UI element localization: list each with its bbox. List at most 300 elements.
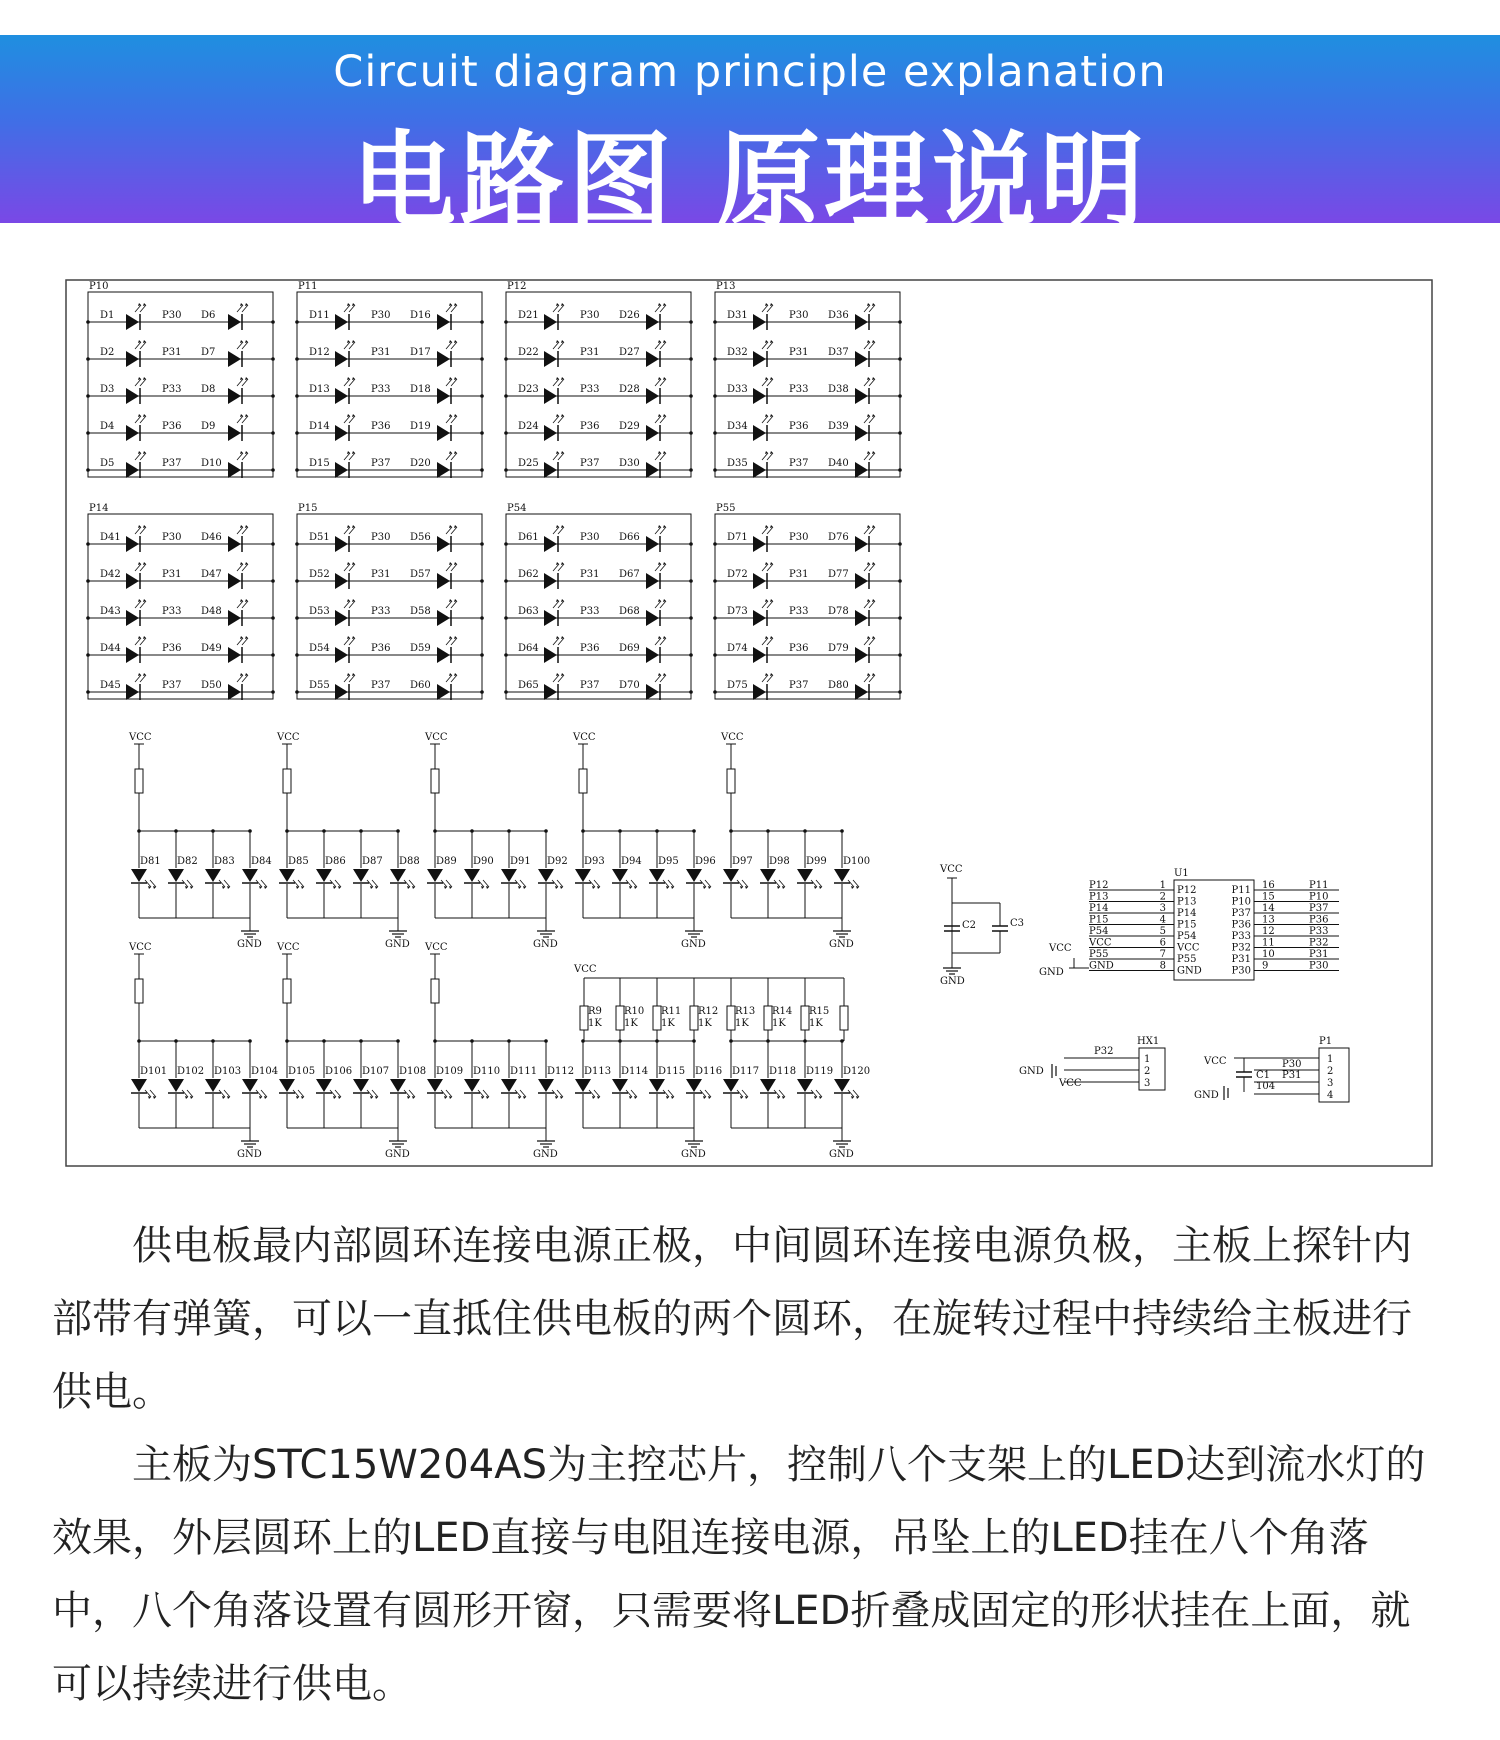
led-diode [538, 869, 563, 889]
diode-body [126, 425, 139, 441]
junction [480, 394, 484, 398]
led-diode [649, 1079, 674, 1099]
ground-symbol [537, 931, 555, 937]
net-label: P30 [371, 532, 391, 543]
diode-label: D20 [410, 458, 431, 469]
emission-arrows [655, 414, 666, 423]
junction [692, 829, 696, 833]
diode-label: D113 [584, 1066, 612, 1077]
wire [853, 1090, 859, 1097]
resistor-value: 1K [698, 1018, 712, 1029]
diode-body [126, 314, 139, 330]
chip-pin-right: 13 [1262, 914, 1275, 926]
emission-arrows [404, 880, 415, 889]
wire [140, 564, 146, 571]
net-label: P36 [162, 643, 182, 654]
led-diode [855, 340, 875, 367]
led-diode [126, 673, 146, 700]
emission-arrows [655, 340, 666, 349]
led-diode [437, 451, 457, 478]
led-panel-p14 [86, 503, 275, 700]
wire [660, 305, 666, 312]
diode-label: D26 [619, 310, 640, 321]
header-pin: 1 [1327, 1054, 1334, 1065]
panel-label: P54 [507, 503, 527, 514]
vcc-label: VCC [425, 942, 448, 953]
wire [553, 379, 559, 386]
diode-body [544, 647, 557, 663]
junction [507, 829, 511, 833]
emission-arrows [446, 377, 457, 386]
junction [271, 653, 275, 657]
junction [713, 616, 717, 620]
led-diode [646, 673, 666, 700]
wire [767, 601, 773, 608]
led-diode [544, 451, 564, 478]
junction [86, 616, 90, 620]
diode-label: D7 [201, 347, 216, 358]
net-label: P33 [789, 384, 809, 395]
diode-label: D32 [727, 347, 748, 358]
diode-body [228, 684, 241, 700]
wire [135, 675, 141, 682]
led-panel-p11 [295, 281, 484, 478]
led-diode [335, 303, 355, 330]
junction [271, 468, 275, 472]
led-diode [544, 673, 564, 700]
vcc-label: VCC [425, 732, 448, 743]
description-paragraph-1: 供电板最内部圆环连接电源正极，中间圆环连接电源负极，主板上探针内部带有弹簧，可以一直抵住供电板的两个圆环，在旋转过程中持续给主板进行供电。 [52, 1223, 1412, 1415]
diode-label: D42 [100, 569, 121, 580]
chip-pin-name: P31 [1231, 954, 1251, 965]
led-diode [575, 1079, 600, 1099]
wire [558, 638, 564, 645]
vcc-label: VCC [277, 942, 300, 953]
diode-body [168, 869, 184, 882]
emission-arrows [135, 414, 146, 423]
wire [237, 675, 243, 682]
junction [840, 1039, 844, 1043]
chip-pin-right: 15 [1262, 891, 1275, 903]
emission-arrows [344, 562, 355, 571]
led-diode [437, 599, 457, 626]
emission-arrows [552, 1090, 563, 1099]
diode-label: D47 [201, 569, 222, 580]
junction [211, 1039, 215, 1043]
emission-arrows [135, 673, 146, 682]
led-group [575, 1039, 722, 1160]
led-diode [437, 636, 457, 663]
gnd-label: GND [533, 1149, 558, 1160]
wire [451, 601, 457, 608]
diode-body [126, 351, 139, 367]
chip-net-right: P30 [1309, 960, 1329, 972]
diode-body [228, 388, 241, 404]
net-label: P30 [789, 310, 809, 321]
diode-label: D108 [399, 1066, 427, 1077]
header-ref: P1 [1319, 1036, 1333, 1047]
diode-label: D87 [362, 856, 383, 867]
wire [344, 305, 350, 312]
circuit-schematic [64, 278, 1434, 1168]
wire [655, 601, 661, 608]
chip-pin-right: 9 [1262, 960, 1269, 972]
wire [767, 342, 773, 349]
emission-arrows [864, 673, 875, 682]
emission-arrows [762, 636, 773, 645]
junction [396, 1039, 400, 1043]
junction [898, 542, 902, 546]
chip-pin-left: 6 [1159, 937, 1166, 949]
diode-label: D109 [436, 1066, 464, 1077]
diode-body [612, 869, 628, 882]
net-label: P31 [789, 347, 809, 358]
wire [446, 305, 452, 312]
wire [660, 638, 666, 645]
wire [864, 379, 870, 386]
led-diode [544, 636, 564, 663]
wire [224, 880, 230, 887]
diode-label: D74 [727, 643, 748, 654]
net-label: P30 [162, 310, 182, 321]
chip-pin-name: P36 [1231, 919, 1251, 931]
diode-label: D75 [727, 680, 748, 691]
diode-label: D66 [619, 532, 640, 543]
chip-pin-left: 5 [1159, 926, 1166, 937]
emission-arrows [811, 1090, 822, 1099]
diode-body [544, 684, 557, 700]
header-ref: HX1 [1137, 1036, 1160, 1047]
led-diode [126, 562, 146, 589]
net-label: P33 [371, 384, 391, 395]
led-diode [228, 525, 248, 552]
wire [553, 601, 559, 608]
header-title: 电路图 原理说明 [351, 120, 1149, 242]
wire [869, 638, 875, 645]
net-label: P36 [371, 421, 391, 432]
wire [242, 342, 248, 349]
net-label: P30 [580, 310, 600, 321]
wire [242, 453, 248, 460]
led-diode [544, 525, 564, 552]
diode-body [723, 1079, 739, 1092]
diode-label: D52 [309, 569, 330, 580]
header-pin: 2 [1327, 1066, 1334, 1077]
diode-label: D55 [309, 680, 330, 691]
wire [349, 416, 355, 423]
wire [864, 416, 870, 423]
diode-label: D103 [214, 1066, 242, 1077]
diode-label: D120 [843, 1066, 871, 1077]
junction [271, 542, 275, 546]
diode-body [753, 684, 766, 700]
wire [451, 453, 457, 460]
led-diode [646, 340, 666, 367]
diode-label: D35 [727, 458, 748, 469]
gnd-label: GND [829, 939, 854, 950]
diode-body [575, 1079, 591, 1092]
diode-body [228, 573, 241, 589]
junction [295, 653, 299, 657]
diode-body [753, 425, 766, 441]
junction [86, 690, 90, 694]
diode-body [335, 462, 348, 478]
wire [237, 564, 243, 571]
junction [689, 394, 693, 398]
wire [553, 675, 559, 682]
junction [86, 394, 90, 398]
wire [187, 1090, 193, 1097]
led-diode [797, 869, 822, 889]
led-group [723, 1039, 870, 1160]
mcu-u1 [1039, 868, 1339, 980]
wire [344, 416, 350, 423]
junction [86, 542, 90, 546]
resistor-value: 1K [661, 1018, 675, 1029]
resistor-body [840, 1006, 848, 1030]
diode-label: D89 [436, 856, 457, 867]
schematic-border [66, 280, 1432, 1166]
diode-label: D116 [695, 1066, 723, 1077]
emission-arrows [344, 636, 355, 645]
diode-body [544, 462, 557, 478]
chip-net-right: P33 [1309, 926, 1329, 937]
gnd-label: GND [1194, 1090, 1219, 1101]
net-label: P31 [162, 569, 182, 580]
net-label: P33 [789, 606, 809, 617]
gnd-label: GND [385, 1149, 410, 1160]
wire [767, 675, 773, 682]
led-diode [437, 562, 457, 589]
led-diode [279, 869, 304, 889]
junction [689, 653, 693, 657]
led-diode [760, 869, 785, 889]
led-diode [753, 303, 773, 330]
wire [298, 880, 304, 887]
chip-pin-name: P33 [1231, 931, 1251, 942]
header-pin: 3 [1144, 1078, 1151, 1089]
wire [344, 675, 350, 682]
wire [553, 564, 559, 571]
led-diode [544, 562, 564, 589]
wire [558, 342, 564, 349]
diode-body [437, 425, 450, 441]
led-diode [646, 636, 666, 663]
diode-body [855, 536, 868, 552]
junction [898, 394, 902, 398]
led-panel-p12 [504, 281, 693, 478]
led-diode [753, 673, 773, 700]
diode-label: D119 [806, 1066, 834, 1077]
junction [504, 542, 508, 546]
emission-arrows [478, 880, 489, 889]
diode-body [335, 536, 348, 552]
junction [480, 468, 484, 472]
junction [86, 431, 90, 435]
resistor-body [135, 769, 143, 793]
decoupling-caps [939, 864, 1024, 987]
vcc-label: VCC [574, 964, 597, 975]
wire [150, 880, 156, 887]
wire [655, 379, 661, 386]
chip-pin-name: P30 [1231, 965, 1251, 977]
diode-body [544, 351, 557, 367]
emission-arrows [762, 414, 773, 423]
diode-label: D56 [410, 532, 431, 543]
cap-label: C1 [1256, 1070, 1271, 1081]
junction [898, 690, 902, 694]
led-diode [427, 869, 452, 889]
wire [864, 342, 870, 349]
junction [689, 616, 693, 620]
diode-label: D102 [177, 1066, 205, 1077]
led-diode [228, 451, 248, 478]
led-diode [855, 451, 875, 478]
junction [713, 653, 717, 657]
diode-label: D46 [201, 532, 222, 543]
diode-label: D83 [214, 856, 235, 867]
led-diode [646, 562, 666, 589]
junction [295, 542, 299, 546]
diode-body [335, 388, 348, 404]
diode-label: D117 [732, 1066, 760, 1077]
wire [594, 880, 600, 887]
diode-body [437, 351, 450, 367]
wire [349, 305, 355, 312]
chip-net-left: VCC [1089, 937, 1112, 949]
led-diode [855, 414, 875, 441]
emission-arrows [237, 377, 248, 386]
emission-arrows [552, 880, 563, 889]
diode-body [649, 869, 665, 882]
wire [135, 379, 141, 386]
resistor-label: R13 [735, 1006, 756, 1017]
diode-label: D73 [727, 606, 748, 617]
emission-arrows [446, 340, 457, 349]
diode-body [646, 425, 659, 441]
diode-body [544, 425, 557, 441]
diode-body [205, 1079, 221, 1092]
emission-arrows [135, 451, 146, 460]
junction [86, 357, 90, 361]
led-diode [228, 377, 248, 404]
led-diode [544, 377, 564, 404]
diode-label: D97 [732, 856, 753, 867]
diode-body [544, 536, 557, 552]
wire [409, 880, 415, 887]
diode-body [723, 869, 739, 882]
junction [713, 357, 717, 361]
diode-label: D30 [619, 458, 640, 469]
led-diode [335, 451, 355, 478]
wire [762, 675, 768, 682]
led-panel-p13 [713, 281, 902, 478]
ground-symbol [685, 931, 703, 937]
diode-label: D39 [828, 421, 849, 432]
chip-net-left: P13 [1089, 891, 1109, 903]
chip-pin-name: P54 [1177, 931, 1197, 942]
net-label: P31 [371, 347, 391, 358]
emission-arrows [344, 599, 355, 608]
resistor-body [135, 979, 143, 1003]
emission-arrows [655, 562, 666, 571]
wire [742, 1090, 748, 1097]
diode-label: D49 [201, 643, 222, 654]
diode-body [437, 684, 450, 700]
emission-arrows [848, 880, 859, 889]
wire [237, 527, 243, 534]
diode-body [760, 1079, 776, 1092]
diode-label: D8 [201, 384, 216, 395]
resistor-body [690, 1006, 698, 1030]
led-diode [855, 303, 875, 330]
diode-label: D65 [518, 680, 539, 691]
junction [840, 829, 844, 833]
led-diode [646, 599, 666, 626]
net-label: P33 [580, 606, 600, 617]
wire [553, 416, 559, 423]
led-diode [464, 1079, 489, 1099]
net-label: P30 [371, 310, 391, 321]
ground-symbol [241, 1141, 259, 1147]
led-diode [131, 1079, 156, 1099]
junction [803, 829, 807, 833]
wire [655, 305, 661, 312]
led-diode [753, 599, 773, 626]
resistor-body [727, 769, 735, 793]
wire [779, 1090, 785, 1097]
led-diode [464, 869, 489, 889]
junction [480, 320, 484, 324]
diode-body [855, 610, 868, 626]
wire [135, 638, 141, 645]
diode-label: D88 [399, 856, 420, 867]
diode-label: D13 [309, 384, 330, 395]
diode-label: D64 [518, 643, 539, 654]
chip-pin-right: 16 [1262, 880, 1275, 891]
diode-body [855, 351, 868, 367]
wire [140, 453, 146, 460]
wire [372, 880, 378, 887]
junction [86, 579, 90, 583]
junction [713, 320, 717, 324]
panel-label: P10 [89, 281, 109, 292]
junction [271, 320, 275, 324]
diode-body [242, 1079, 258, 1092]
chip-net-right: P36 [1309, 914, 1329, 926]
led-diode [335, 562, 355, 589]
emission-arrows [655, 451, 666, 460]
wire [553, 342, 559, 349]
emission-arrows [655, 673, 666, 682]
emission-arrows [553, 599, 564, 608]
panel-label: P12 [507, 281, 527, 292]
led-diode [646, 414, 666, 441]
chip-net-left: P54 [1089, 926, 1109, 937]
chip-pin-left: 2 [1159, 891, 1166, 903]
ground-symbol [833, 1141, 851, 1147]
vcc-label: VCC [129, 732, 152, 743]
resistor-body [616, 1006, 624, 1030]
wire [349, 564, 355, 571]
diode-body [544, 573, 557, 589]
chip-pin-left: 8 [1159, 960, 1166, 972]
led-diode [131, 869, 156, 889]
diode-body [228, 647, 241, 663]
net-label: P37 [789, 458, 809, 469]
junction [480, 653, 484, 657]
wire [150, 1090, 156, 1097]
